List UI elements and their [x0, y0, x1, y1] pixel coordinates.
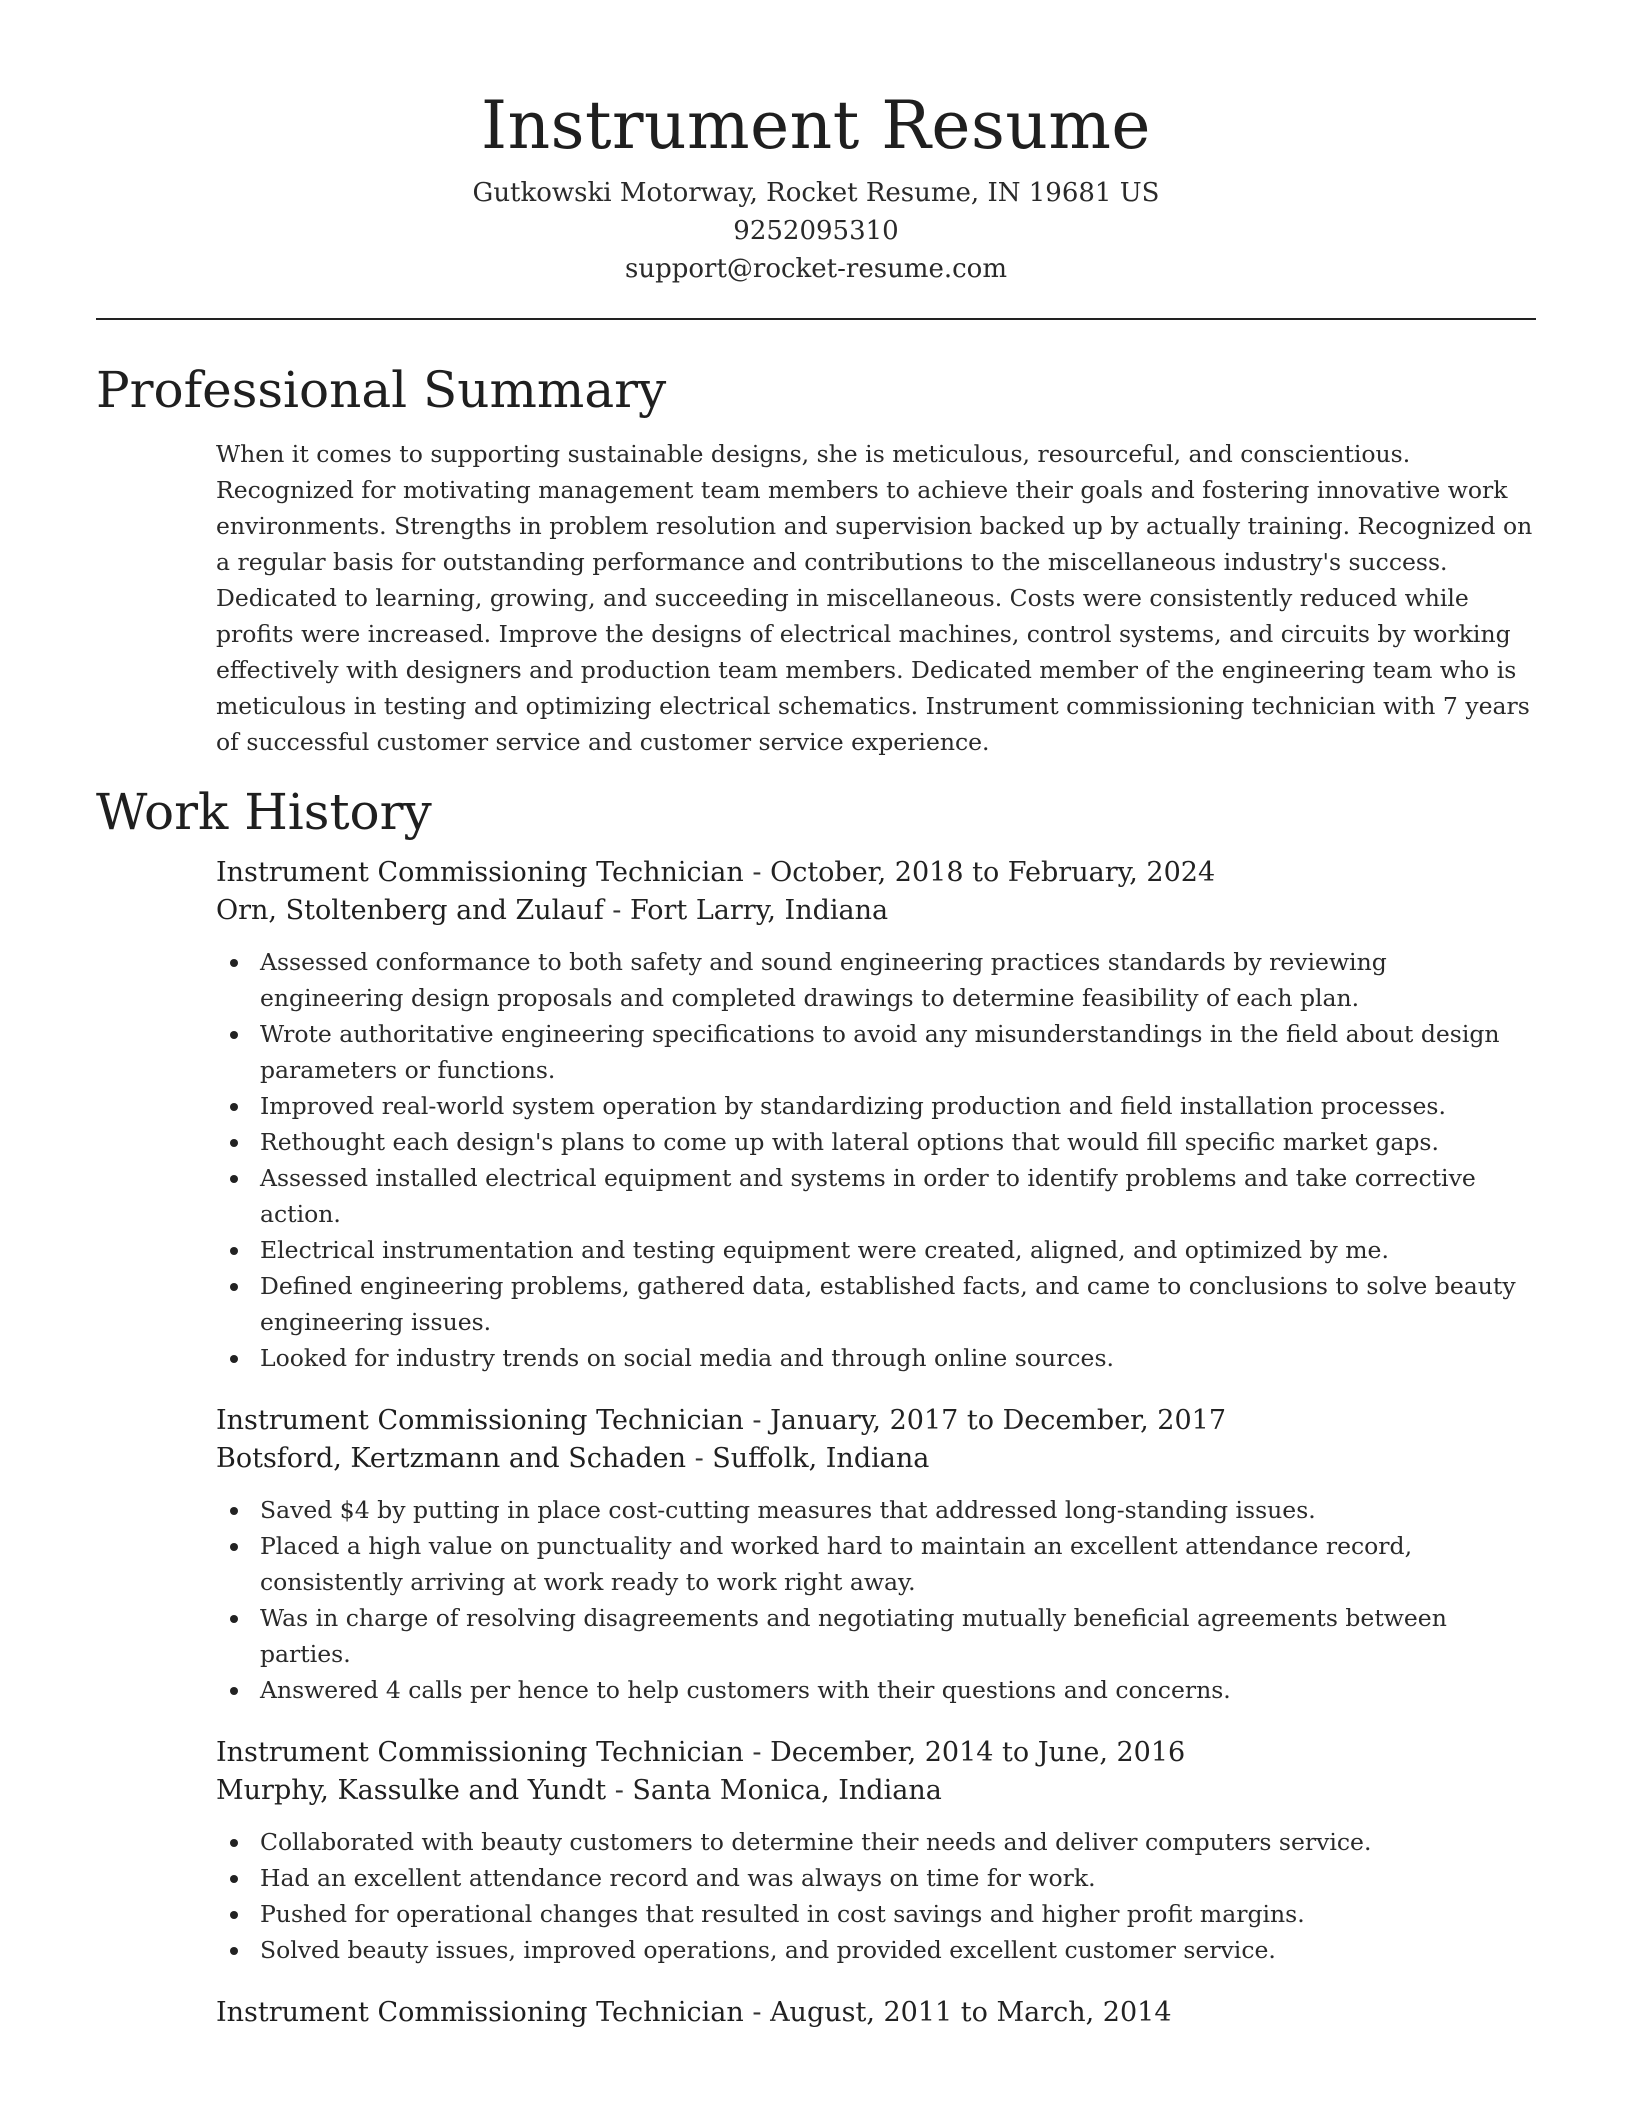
bullet-icon: [230, 1355, 238, 1363]
bullet-icon: [230, 1947, 238, 1955]
list-item: Improved real-world system operation by standardizing production and field installation processes.: [260, 1088, 1536, 1124]
address: Gutkowski Motorway, Rocket Resume, IN 19681 US: [472, 178, 1160, 208]
job-separator: -: [743, 857, 771, 888]
bullet-icon: [230, 1543, 238, 1551]
summary-heading: Professional Summary: [96, 361, 667, 419]
list-item: Assessed conformance to both safety and sound engineering practices standards by reviewing engineering design proposals and completed drawings to determine feasibility of each plan.: [260, 944, 1536, 1016]
summary-section: [216, 436, 1536, 760]
job-company-line: [216, 1772, 1536, 1810]
job-position: Instrument Commissioning Technician: [216, 1405, 744, 1436]
job-location: Santa Monica, Indiana: [632, 1775, 942, 1806]
job-dates: October, 2018 to February, 2024: [770, 857, 1216, 888]
list-item: Rethought each design's plans to come up with lateral options that would fill specific market gaps.: [260, 1124, 1536, 1160]
bullet-icon: [230, 1875, 238, 1883]
bullet-icon: [230, 959, 238, 967]
job-location: Suffolk, Indiana: [712, 1443, 930, 1474]
bullet-icon: [230, 1911, 238, 1919]
list-item: Answered 4 calls per hence to help customers with their questions and concerns.: [260, 1672, 1536, 1708]
email: support@rocket-resume.com: [624, 254, 1007, 284]
job-dates: August, 2011 to March, 2014: [770, 1997, 1172, 2028]
list-item: Had an excellent attendance record and was always on time for work.: [260, 1860, 1536, 1896]
job-separator: -: [743, 1997, 771, 2028]
resume-header: [96, 0, 1536, 288]
bullet-icon: [230, 1247, 238, 1255]
job-entry: [216, 1402, 1536, 1708]
list-item: Solved beauty issues, improved operations, and provided excellent customer service.: [260, 1932, 1536, 1968]
job-title-line: [216, 1994, 1536, 2032]
job-bullet-list: [216, 944, 1536, 1376]
bullet-icon: [230, 1283, 238, 1291]
job-title-line: [216, 1734, 1536, 1772]
bullet-icon: [230, 1139, 238, 1147]
list-item: Assessed installed electrical equipment and systems in order to identify problems and take corrective action.: [260, 1160, 1536, 1232]
job-bullet-list: [216, 1492, 1536, 1708]
resume-title: Instrument Resume: [481, 87, 1151, 164]
job-company: Orn, Stoltenberg and Zulauf: [216, 895, 604, 926]
bullet-icon: [230, 1175, 238, 1183]
bullet-icon: [230, 1839, 238, 1847]
contact-block: [96, 174, 1536, 288]
job-position: Instrument Commissioning Technician: [216, 857, 744, 888]
job-location: Fort Larry, Indiana: [630, 895, 889, 926]
job-bullet-list: [216, 1824, 1536, 1968]
list-item: Pushed for operational changes that resulted in cost savings and higher profit margins.: [260, 1896, 1536, 1932]
bullet-icon: [230, 1103, 238, 1111]
bullet-icon: [230, 1687, 238, 1695]
header-divider: [96, 318, 1536, 320]
job-position: Instrument Commissioning Technician: [216, 1997, 744, 2028]
bullet-icon: [230, 1031, 238, 1039]
job-entry: [216, 1994, 1536, 2032]
list-item: Collaborated with beauty customers to determine their needs and deliver computers service.: [260, 1824, 1536, 1860]
job-separator: -: [743, 1737, 771, 1768]
list-item: Defined engineering problems, gathered data, established facts, and came to conclusions to solve beauty engineering issues.: [260, 1268, 1536, 1340]
work-history-list: [216, 854, 1536, 2032]
job-entry: [216, 854, 1536, 1376]
list-item: Saved $4 by putting in place cost-cutting measures that addressed long-standing issues.: [260, 1492, 1536, 1528]
job-company-line: [216, 1440, 1536, 1478]
list-item: Was in charge of resolving disagreements and negotiating mutually beneficial agreements between parties.: [260, 1600, 1536, 1672]
list-item: Wrote authoritative engineering specifications to avoid any misunderstandings in the field about design parameters or functions.: [260, 1016, 1536, 1088]
list-item: Electrical instrumentation and testing equipment were created, aligned, and optimized by me.: [260, 1232, 1536, 1268]
job-entry: [216, 1734, 1536, 1968]
bullet-icon: [230, 1507, 238, 1515]
job-position: Instrument Commissioning Technician: [216, 1737, 744, 1768]
job-dates: January, 2017 to December, 2017: [770, 1405, 1226, 1436]
phone: 9252095310: [733, 216, 899, 246]
job-title-line: [216, 854, 1536, 892]
job-separator: -: [606, 1775, 633, 1806]
job-company: Botsford, Kertzmann and Schaden: [216, 1443, 686, 1474]
job-title-line: [216, 1402, 1536, 1440]
summary-text: When it comes to supporting sustainable designs, she is meticulous, resourceful, and conscientious. Recognized for motivating management team members to achieve their goals and fostering innovative work environments. Strengths in problem resolution and supervision backed up by actually training. Recognized on a regular basis for outstanding performance and contributions to the miscellaneous industry's success. Dedicated to learning, growing, and succeeding in miscellaneous. Costs were consistently reduced while profits were increased. Improve the designs of electrical machines, control systems, and circuits by working effectively with designers and production team members. Dedicated member of the engineering team who is meticulous in testing and optimizing electrical schematics. Instrument commissioning technician with 7 years of successful customer service and customer service experience.: [216, 440, 1533, 756]
job-separator: -: [685, 1443, 713, 1474]
job-separator: -: [603, 895, 630, 926]
resume-page: [96, 0, 1536, 2058]
work-history-heading: Work History: [96, 783, 432, 841]
job-separator: -: [743, 1405, 771, 1436]
job-company-line: [216, 892, 1536, 930]
bullet-icon: [230, 1615, 238, 1623]
job-dates: December, 2014 to June, 2016: [770, 1737, 1186, 1768]
list-item: Placed a high value on punctuality and worked hard to maintain an excellent attendance record, consistently arriving at work ready to work right away.: [260, 1528, 1536, 1600]
job-company: Murphy, Kassulke and Yundt: [216, 1775, 607, 1806]
list-item: Looked for industry trends on social media and through online sources.: [260, 1340, 1536, 1376]
